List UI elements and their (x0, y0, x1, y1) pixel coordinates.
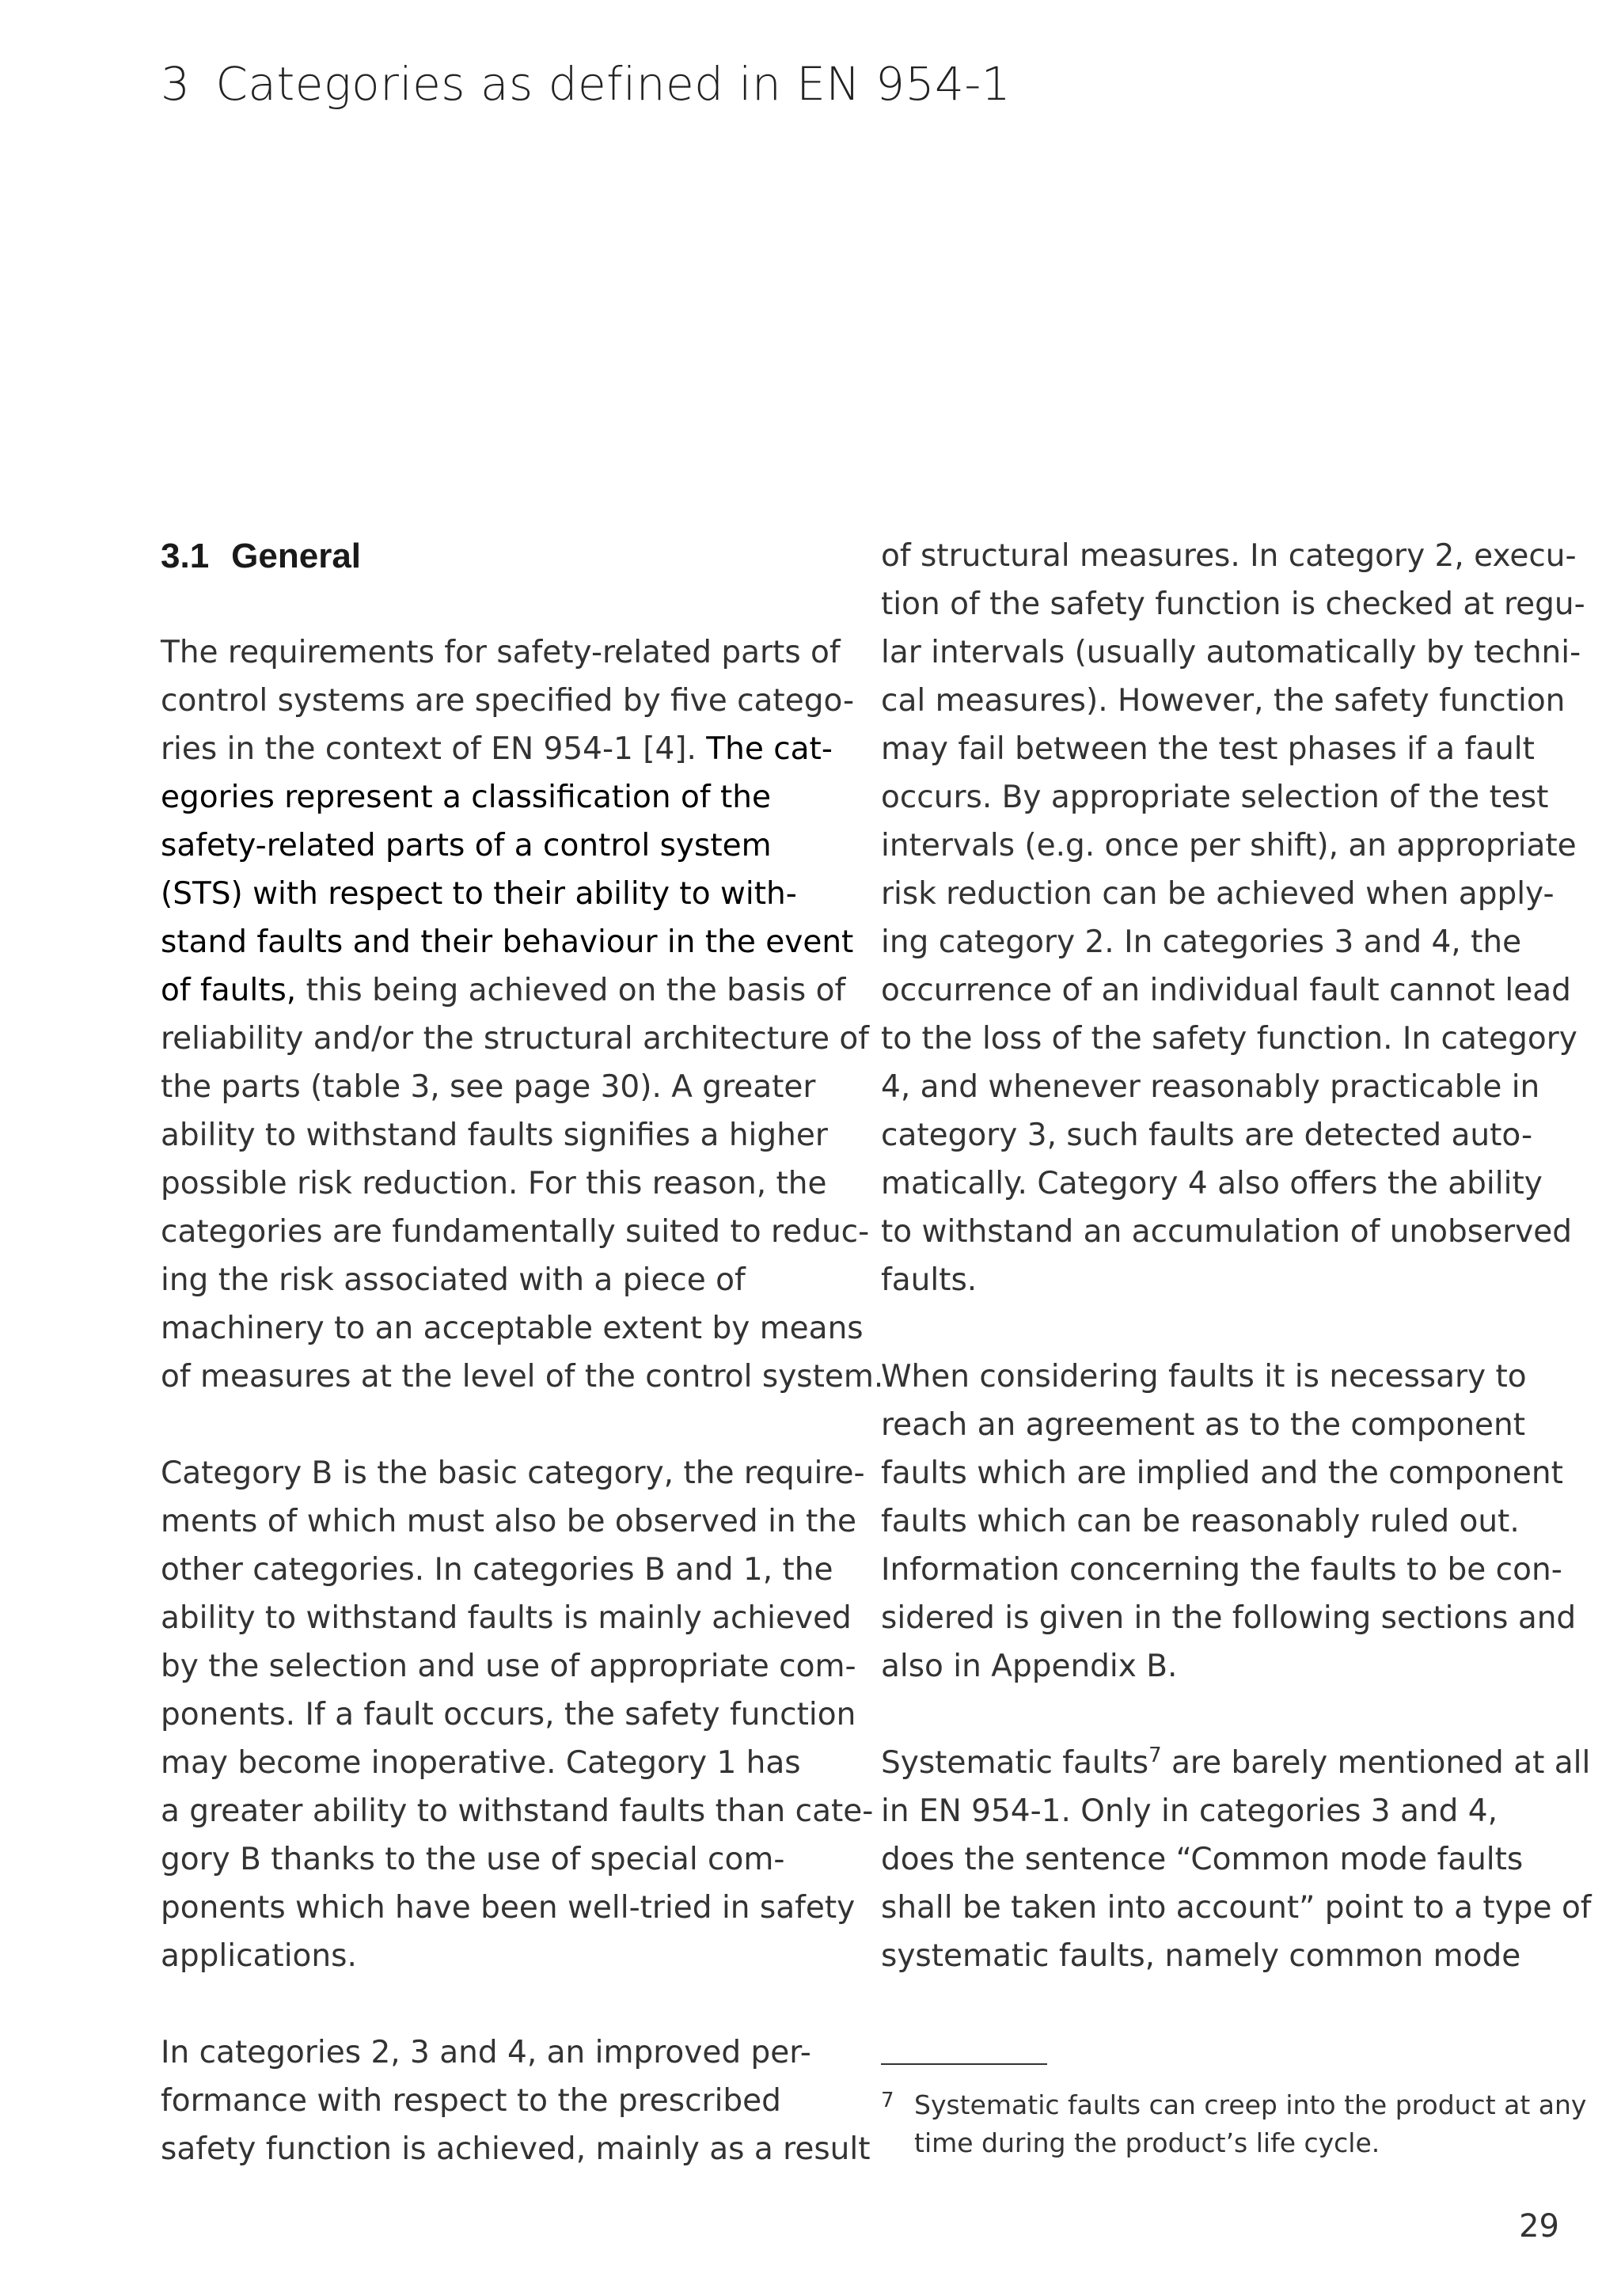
text-line: may become inoperative. Category 1 has (161, 1745, 801, 1781)
text-line: safety function is achieved, mainly as a result (161, 2131, 871, 2167)
section-heading (161, 532, 857, 580)
text-line: of measures at the level of the control system. (161, 1359, 884, 1395)
text-line: ponents which have been well-tried in safety (161, 1890, 856, 1926)
footnote-text (914, 2086, 1587, 2162)
paragraph-considering-faults (881, 1353, 1577, 1691)
text-line: 4, and whenever reasonably practicable in (881, 1069, 1540, 1105)
text-run: Systematic faults (881, 1745, 1149, 1781)
footnote-line: time during the product’s life cycle. (914, 2127, 1380, 2158)
emphasized-line: egories represent a classification of the (161, 780, 771, 815)
section-title: General (231, 537, 362, 575)
text-line: sidered is given in the following sections and (881, 1600, 1577, 1636)
text-line: by the selection and use of appropriate com- (161, 1649, 856, 1684)
text-line: ability to withstand faults is mainly achieved (161, 1600, 852, 1636)
paragraph-category-b (161, 1449, 874, 1980)
text-line: faults which can be reasonably ruled out. (881, 1504, 1520, 1539)
text-line: a greater ability to withstand faults than cate- (161, 1793, 874, 1829)
text-line: faults which are implied and the component (881, 1455, 1563, 1491)
text-line (881, 1739, 1591, 1787)
footnote-line: Systematic faults can creep into the product at any (914, 2089, 1587, 2120)
text-line: control systems are specified by five catego- (161, 683, 855, 719)
text-run: are barely mentioned at all (1161, 1745, 1591, 1781)
text-line: categories are fundamentally suited to reduc- (161, 1214, 870, 1250)
text-line: to withstand an accumulation of unobserved (881, 1214, 1572, 1250)
text-line: to the loss of the safety function. In category (881, 1021, 1577, 1057)
section-number: 3.1 (161, 537, 210, 575)
text-line: ments of which must also be observed in the (161, 1504, 857, 1539)
text-line: the parts (table 3, see page 30). A greater (161, 1069, 816, 1105)
text-line: When considering faults it is necessary to (881, 1359, 1527, 1395)
left-column (161, 532, 884, 2173)
text-line: applications. (161, 1938, 357, 1974)
text-line: reach an agreement as to the component (881, 1407, 1526, 1443)
text-line: faults. (881, 1262, 978, 1298)
emphasized-text: of faults, (161, 973, 297, 1008)
chapter-title-text: Categories as defined in EN 954-1 (215, 57, 1012, 111)
emphasized-line: safety-related parts of a control system (161, 828, 772, 863)
text-line: shall be taken into account” point to a type of (881, 1890, 1592, 1926)
text-line (161, 966, 857, 1015)
text-line: lar intervals (usually automatically by techni- (881, 635, 1581, 670)
text-line: in EN 954-1. Only in categories 3 and 4, (881, 1793, 1498, 1829)
paragraph-systematic-faults (881, 1739, 1592, 1980)
text-line: cal measures). However, the safety function (881, 683, 1566, 719)
text-line: The requirements for safety-related parts of (161, 635, 841, 670)
text-line: gory B thanks to the use of special com- (161, 1842, 785, 1877)
text-line: reliability and/or the structural architecture of (161, 1021, 869, 1057)
text-line: ing category 2. In categories 3 and 4, the (881, 924, 1522, 960)
text-line: matically. Category 4 also offers the ability (881, 1166, 1543, 1201)
chapter-number: 3 (161, 57, 191, 111)
text-line: machinery to an acceptable extent by means (161, 1311, 864, 1346)
text-line: category 3, such faults are detected auto- (881, 1118, 1533, 1153)
paragraph-categories-2-3-4 (161, 2028, 871, 2173)
text-line: Category B is the basic category, the require- (161, 1455, 865, 1491)
text-line: In categories 2, 3 and 4, an improved per- (161, 2035, 811, 2070)
text-line: ponents. If a fault occurs, the safety function (161, 1697, 856, 1732)
chapter-title (161, 57, 1011, 111)
text-line: occurs. By appropriate selection of the test (881, 780, 1549, 815)
text-line: of structural measures. In category 2, execu- (881, 538, 1577, 574)
text-line: intervals (e.g. once per shift), an appropriate (881, 828, 1577, 863)
text-line: occurrence of an individual fault cannot lead (881, 973, 1571, 1008)
footnote-reference: 7 (1148, 1744, 1162, 1767)
text-run: ries in the context of EN 954-1 [4]. (161, 731, 707, 767)
text-line: systematic faults, namely common mode (881, 1938, 1521, 1974)
emphasized-line: (STS) with respect to their ability to with- (161, 876, 797, 912)
text-line: ing the risk associated with a piece of (161, 1262, 746, 1298)
text-line: Information concerning the faults to be con- (881, 1552, 1562, 1588)
right-column (881, 532, 1592, 1980)
text-line: ability to withstand faults signifies a higher (161, 1118, 828, 1153)
text-line: tion of the safety function is checked at regu- (881, 586, 1585, 622)
emphasized-text: The cat- (706, 731, 833, 767)
text-line: may fail between the test phases if a fault (881, 731, 1535, 767)
footnote-divider (881, 2063, 1047, 2065)
paragraph-requirements (161, 628, 884, 1401)
text-run: this being achieved on the basis of (296, 973, 846, 1008)
text-line: also in Appendix B. (881, 1649, 1178, 1684)
text-line (161, 725, 857, 773)
emphasized-line: stand faults and their behaviour in the event (161, 924, 854, 960)
paragraph-structural-measures (881, 532, 1585, 1304)
footnote-mark: 7 (881, 2089, 894, 2112)
text-line: other categories. In categories B and 1, the (161, 1552, 833, 1588)
footnote (881, 2086, 1587, 2162)
text-line: risk reduction can be achieved when apply- (881, 876, 1555, 912)
text-line: does the sentence “Common mode faults (881, 1842, 1524, 1877)
text-line: formance with respect to the prescribed (161, 2083, 781, 2119)
page-number: 29 (1519, 2208, 1559, 2245)
text-line: possible risk reduction. For this reason, the (161, 1166, 827, 1201)
